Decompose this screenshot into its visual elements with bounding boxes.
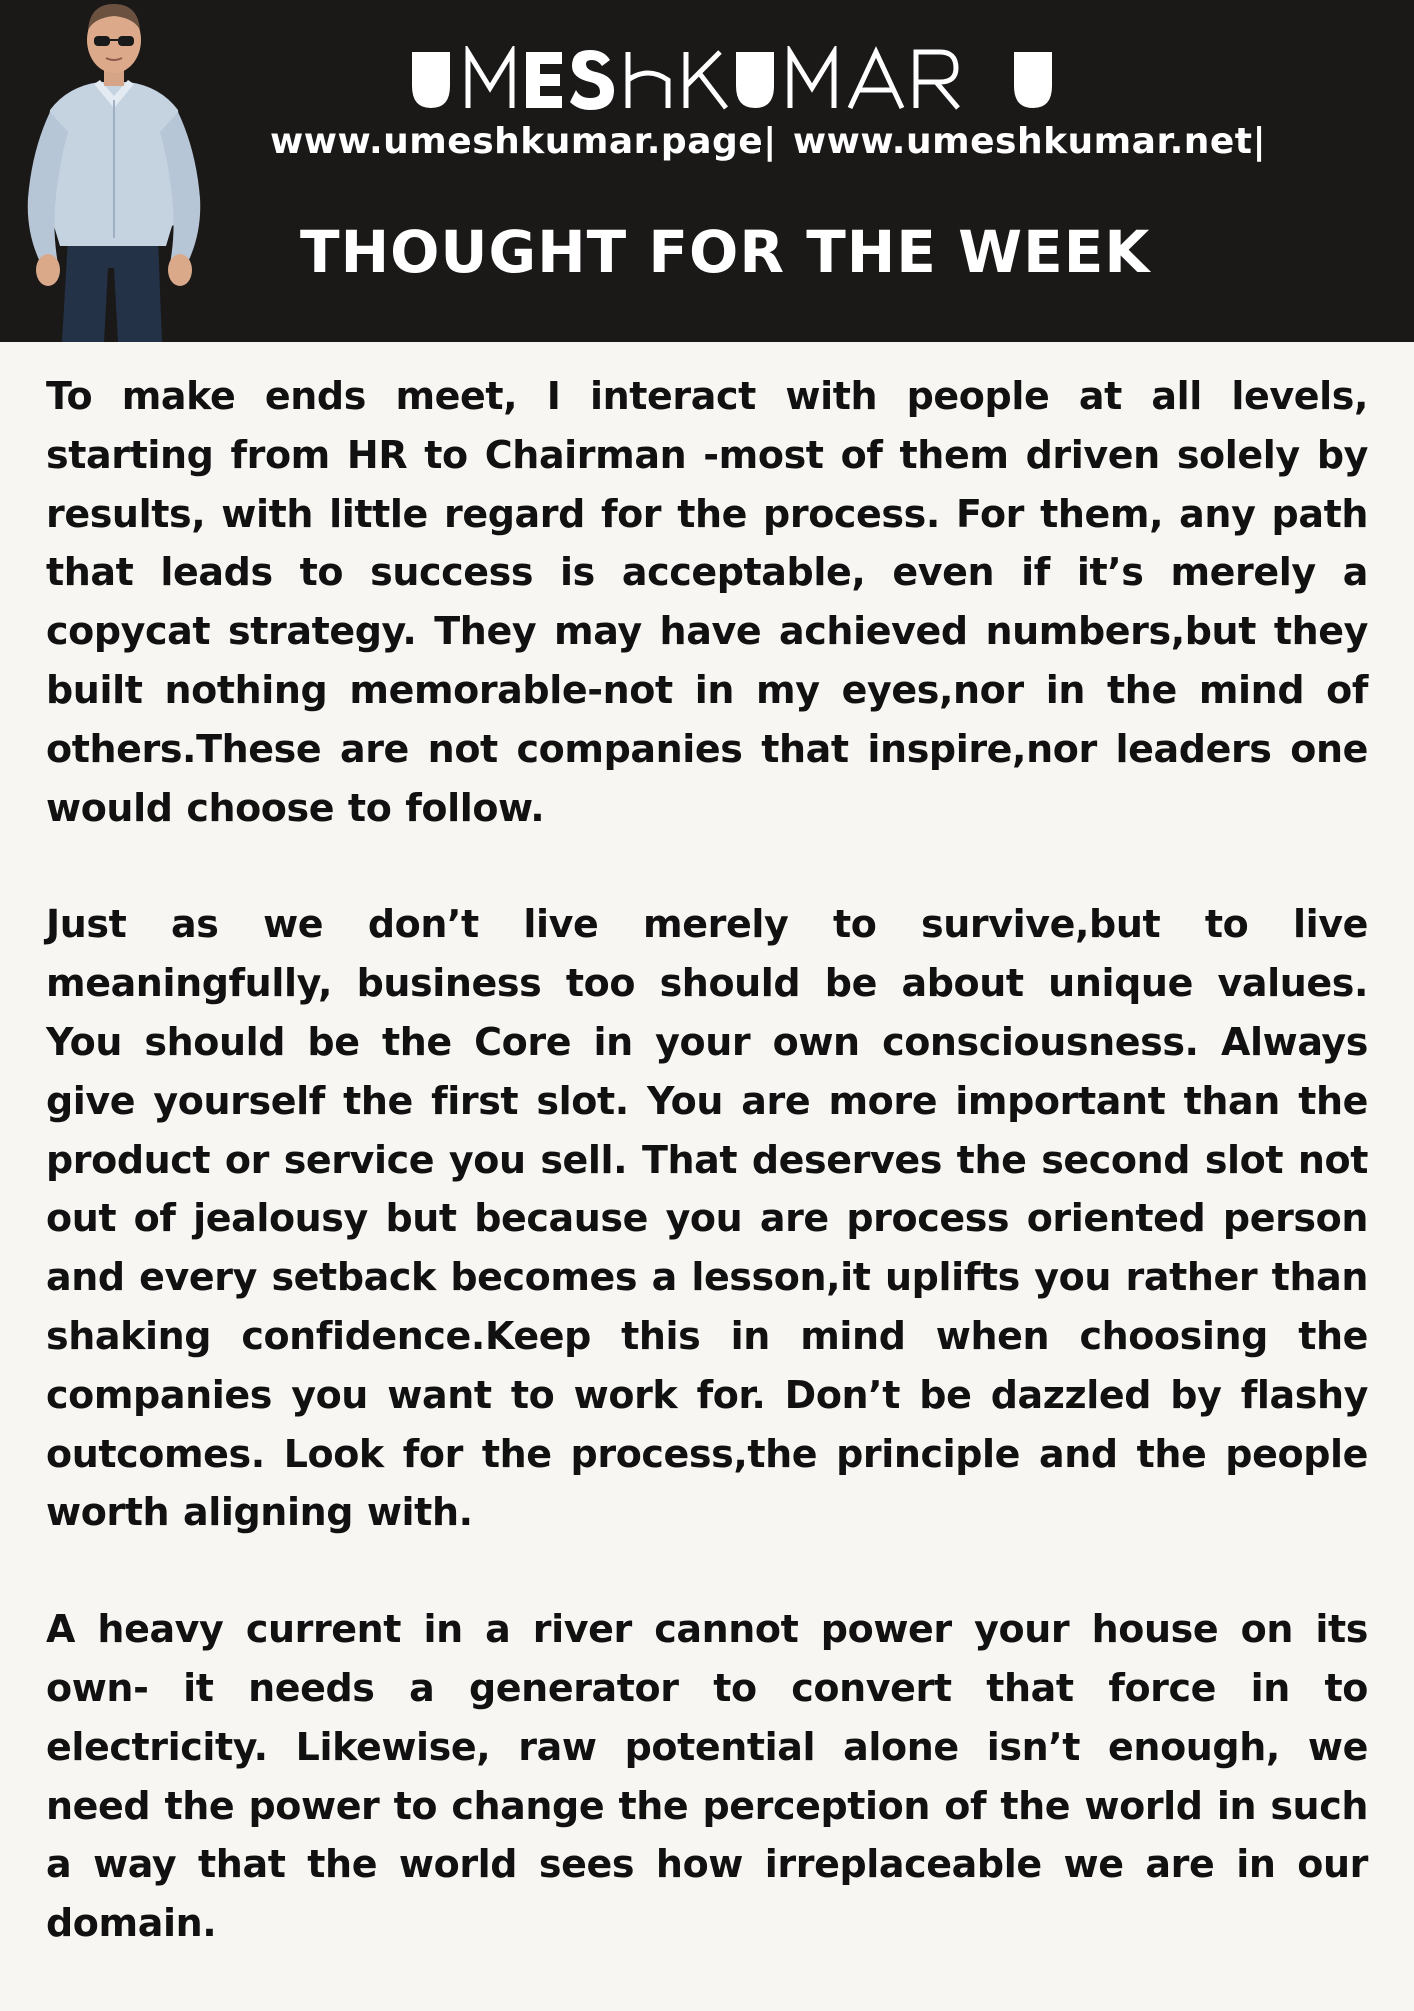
author-portrait	[10, 0, 215, 342]
page-title: THOUGHT FOR THE WEEK	[300, 218, 1151, 286]
paragraph: A heavy current in a river cannot power your house on its own- it needs a generator to convert that force in to electricity. Likewise, raw potential alone isn’t enough, we need the power to change the perception of the world in such a way that the world sees how irreplaceable we are in our domain.	[46, 1607, 1368, 1946]
header-banner	[0, 0, 1414, 342]
paragraph: To make ends meet, I interact with people at all levels, starting from HR to Chairman -most of them driven solely by results, with little regard for the process. For them, any path that leads to success is acceptable, even if it’s merely a copycat strategy. They may have achieved numbers,but they built nothing memorable-not in my eyes,nor in the mind of others.These are not companies that inspire,nor leaders one would choose to follow.	[46, 374, 1368, 830]
paragraph: Just as we don’t live merely to survive,but to live meaningfully, business too should be about unique values. You should be the Core in your own consciousness. Always give yourself the first slot. You are more important than the product or service you sell. That deserves the second slot not out of jealousy but because you are process oriented person and every setback becomes a lesson,it uplifts you rather than shaking confidence.Keep this in mind when choosing the companies you want to work for. Don’t be dazzled by flashy outcomes. Look for the process,the principle and the people worth aligning with.	[46, 902, 1368, 1535]
url-umeshkumar-page[interactable]: www.umeshkumar.page|	[270, 121, 777, 162]
website-links	[270, 112, 1290, 172]
article-body	[46, 367, 1368, 2011]
url-umeshkumar-net[interactable]: www.umeshkumar.net|	[792, 121, 1267, 162]
brand-logo	[410, 46, 1070, 112]
